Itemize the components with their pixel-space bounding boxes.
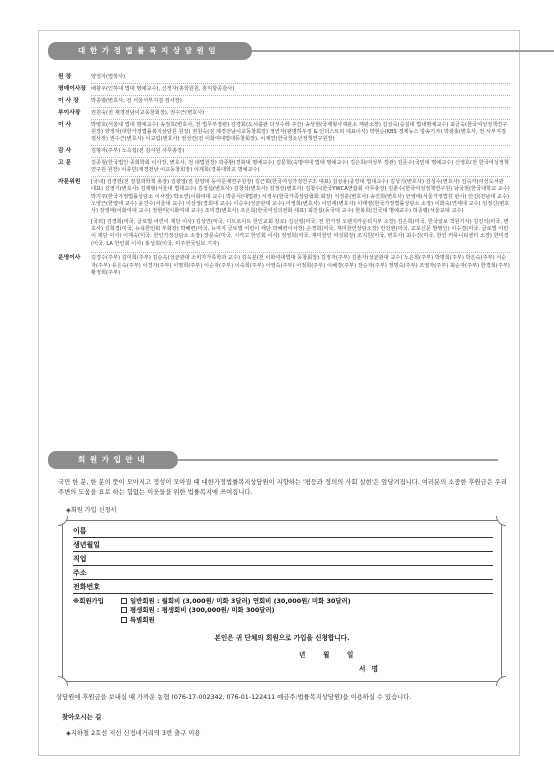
row-divider [91, 107, 510, 108]
roster-row [58, 98, 510, 105]
form-heading: ◈회원 가입 신청서 [66, 507, 117, 514]
banner-rule [178, 459, 498, 461]
roster-label: 명예이사장 [58, 85, 86, 92]
directions-address: ◈지하철 2호선 지선 신정네거리역 3번 출구 이용 [66, 730, 201, 737]
bank-notice: 상담원에 후원금을 보내실 때 가까운 농협 (076-17-002342, 076-01-122411 예금주:법률복지상담원)을 이용하실 수 있습니다. [56, 694, 412, 701]
roster-row [58, 74, 510, 81]
membership-type-label: ※회원가입 [73, 597, 104, 605]
signature-label[interactable]: 서 명 [359, 665, 381, 673]
roster-value: 김종철(한국법인 종희학회 이사장, 변호사, 전 대법원장) 곽종환(경북대 명예교수) 김문희(숙명여대 법대 명예교수) 김은희(여성부 장관) 김준수(국민대 명예교수) 신영호(전 한국여성정책연구원 원장) 이종민(재경전남 이교동창회장) 이재희(경북대학교 명예교수) [91, 159, 509, 174]
roster-value: 양정자(법학사) [91, 74, 126, 80]
application-statement: 본인은 귀 단체의 회원으로 가입을 신청합니다. [214, 634, 350, 642]
officer-roster [58, 74, 510, 279]
roster-label: 원 장 [58, 74, 72, 80]
occupation-field[interactable]: 직업 [73, 553, 493, 566]
option-special[interactable]: 특별회원 [121, 616, 351, 625]
roster-row [58, 110, 510, 117]
roster-banner-title: 대 한 가 정 법 률 복 지 상 담 원 임 원 [56, 42, 252, 60]
directions-title: 찾아오시는 길 [62, 713, 102, 721]
row-divider [91, 83, 510, 84]
roster-row [58, 160, 510, 175]
advisor-group: [국외] 김경희(미국, 글로벌 어린이 재단 이사) 김상연(미국, 디트로이트 한인교회 장로) 김선영(미국, 전 한가정 오렌지카운티지부 소장) 김은희(미국, 한국일보 객원기자) 김진석(미국, 변호사) 김희경(미국, 뉴욕한인회 부회장) 박혜련(미국, 뉴저지 글로벌 어린이 재단 박혜련이사장) 손경희(미국, 재미한인상담소장) 안진현(미국, 교포신문 발행인) 이수경(미국, 글로벌 어린이 재단 이사) 이재숙(미국, 한인가정상담소 소장) 장문숙(미국, 시카고 한인회 이사) 정영희(미국, 재미한인 여성회장) 조지원(미국, 변호사) 최수진(미국, 한인 커뮤니티센터 소장) 한미경(미국, LA 한인회 이사) 홍성희(미국, 미주한국일보 기자) [91, 218, 509, 247]
advisor-group: [국내] 김경헌(전 검찰과학책 총장) 김광열(전 한양대 동아문제연구원장) 김근희(한국여성가정연구소 대표) 김상용(중앙대 법대교수) 김성기(변호사) 김성수(변호사) 김숙자(여성도서관 대표) 김영기(변호사) 김재형(서울대 법대교수) 김정섭(변호사) 김창석(변호사) 김정선(변호사) 김창수(한국YWCA연합회 사무총장) 김춘수(한국여성정책연구원) 남국현(한국대학교 교수) 박기주(한국가정법률상담소 이사장) 박소연(이화여대 교수) 박준식(대법관) 서정우(한국가족상담협회 회장) 서정훈(변호사) 송진희(변호사) 안영애(서울가정법원 판사) 안진(전남대 교수) 오영근(한양대 교수) 윤진수(서울대 교수) 이상정(경희대 교수) 이승우(성균관대 교수) 이영희(변호사) 이인재(변호사) 이태영(한국가정법률상담소 소장) 이화숙(연세대 교수) 임정신(변호사) 장영애(이화여대 교수) 정현미(이화여대 교수) 조미경(변호사) 조은희(한국여성의전화 대표) 최진섭(동국대 교수) 한봉희(건국대 명예교수) 허종렬(서울교대 교수) [91, 179, 510, 215]
frame-corner [58, 516, 68, 526]
roster-row [58, 148, 510, 155]
roster-label: 이 사 [58, 121, 72, 128]
roster-label: 운영이사 [58, 255, 81, 262]
phone-field[interactable]: 전화번호 [73, 581, 493, 594]
roster-value [91, 179, 510, 251]
roster-label: 이 사 장 [58, 97, 79, 104]
row-divider [91, 119, 510, 120]
date-year-label[interactable]: 년 [299, 651, 306, 659]
checkbox-icon[interactable] [121, 607, 127, 613]
roster-banner [56, 42, 554, 73]
date-month-label[interactable]: 월 [323, 651, 330, 659]
row-divider [91, 176, 510, 177]
roster-value: 김경수(주부) 김미희(주부) 김순옥(성균관대 소비자가족학과 교수) 김옥분(전 이화여대법대 동창회장) 김정자(주부) 김춘자(성균관대 교수) 노은희(주부) 박명희(주부) 박은숙(주부) 서순자(주부) 유은숙(주부) 이경자(주부) 이명희(주부) 이순자(주부) 이숙희(주부) 이영숙(주부) 이정희(주부) 이혜경(주부) 장순자(주부) 정명숙(주부) 조영자(주부) 최순자(주부) 한경희(주부) 황정희(주부) [91, 255, 510, 276]
roster-row [58, 179, 510, 251]
frame-corner [58, 676, 68, 686]
membership-banner [56, 451, 498, 469]
option-regular[interactable]: 일반회원 : 월회비 (3,000원/ 미화 3달러) 연회비 (30,000원/ 미화 30달러) [121, 597, 351, 606]
roster-label: 고 문 [58, 159, 72, 166]
date-day-label[interactable]: 일 [347, 651, 354, 659]
frame-corner [496, 676, 506, 686]
name-field[interactable]: 이름 [73, 525, 493, 538]
banner-rule [252, 50, 554, 52]
address-field[interactable]: 주소 [73, 567, 493, 580]
roster-value: 권원숙(전 재경전남이교동창회장), 권수근(변호사) [91, 109, 205, 116]
birthdate-field[interactable]: 생년월일 [73, 539, 493, 552]
membership-form [62, 520, 502, 682]
checkbox-icon[interactable] [121, 598, 127, 604]
row-divider [91, 157, 510, 158]
membership-banner-title: 회 원 가 입 안 내 [56, 451, 178, 469]
roster-value: 김형자(주부) 노옥섭(전 감사원 사무총장) [91, 148, 185, 155]
roster-row [58, 255, 510, 277]
roster-value: 박종렬(변호사, 전 서울서부지검 검사장) [91, 97, 182, 104]
row-divider [91, 252, 510, 253]
row-divider [91, 95, 510, 96]
roster-label: 자문위원 [58, 179, 81, 186]
roster-row [58, 86, 510, 93]
roster-value: 배광우(인하대 법대 명예교수), 신정자(총학원원, 홍익항공감사) [91, 85, 235, 92]
checkbox-icon[interactable] [121, 617, 127, 623]
frame-corner [496, 516, 506, 526]
roster-label: 감 사 [58, 148, 72, 155]
membership-intro: 국민 한 분, 한 분의 뜻이 모아지고 정성이 모아질 때 대한가정법률복지상담원이 지향하는 '평등과 정의의 사회 실현'은 앞당겨집니다. 여러분의 소중한 후원금은 우리 주변의 도움을 요로 하는 힘없는 이웃들을 위한 법률복지에 쓰여집니다. [58, 479, 507, 496]
option-lifetime[interactable]: 평생회원 : 평생회비 (300,000원/ 미화 300달러) [121, 606, 351, 615]
roster-label: 부이사장 [58, 109, 81, 116]
roster-row [58, 122, 510, 144]
roster-value: 박병호(서울대 법대 명예교수) 송정호(변호사, 전 법무부장관) 김경회(도서출판 다섯수레 주간) 송상현(국제형사재판소 재판소장) 김상숙(숭실대 법대명예교수) 최금숙(한국여성정책연구원장) 양정자(대한가정법률복지상담원 원장) 권원숙(전 재경전남이교동창회장) 정연자(광명하우징 & 인더스트리 대표이사) 박현순(KBS 경제뉴스 방송기자) 박광홍(변호사, 전 서부지검 검사장) 권수근(변호사) 이교림(변호사) 권성연(전 이화여대법대동창회장), 이재연(한국청소년정책연구원장) [91, 121, 508, 143]
row-divider [91, 145, 510, 146]
